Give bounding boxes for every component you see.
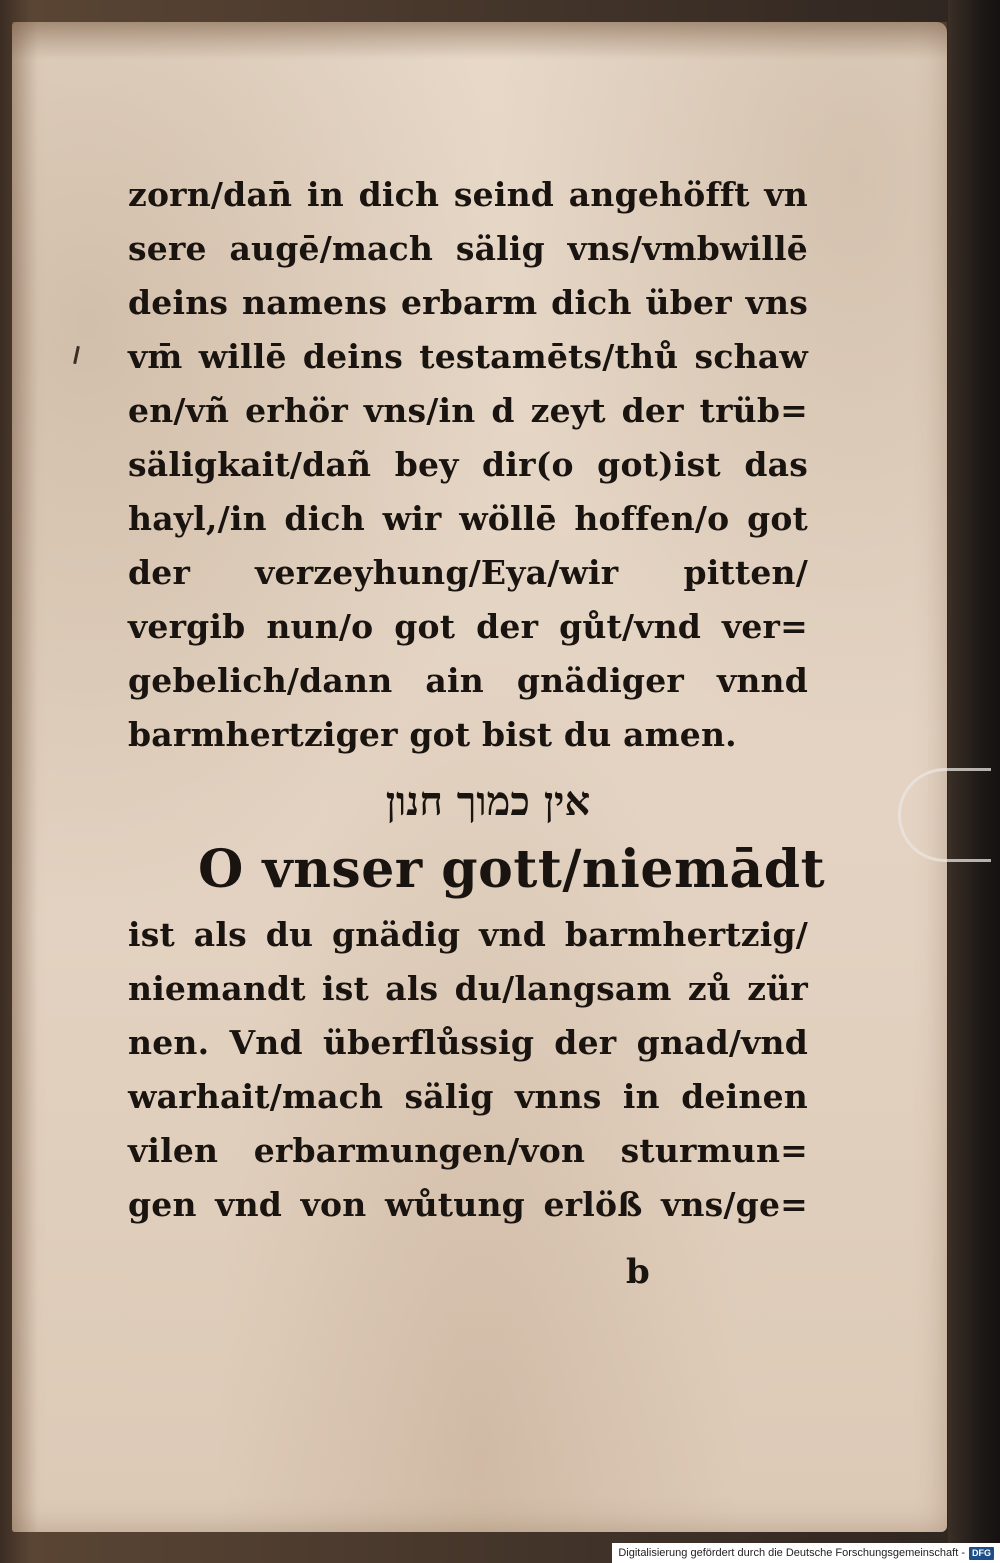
text-line: säligkait/dañ bey dir(o got)ist das [128, 445, 808, 484]
text-line: vm̄ willē deins testamēts/thů schaw [128, 337, 808, 376]
dfg-logo-icon: DFG [969, 1547, 994, 1560]
text-line: gebelich/dann ain gnädiger vnnd [128, 661, 808, 700]
text-line: vergib nun/o got der gůt/vnd ver= [128, 607, 808, 646]
main-text-block [128, 168, 826, 1232]
text-line: ist als du gnädig vnd barmhertzig/ [128, 915, 808, 954]
text-line: deins namens erbarm dich über vns [128, 283, 808, 322]
page-top-shadow [12, 22, 947, 60]
text-line: warhait/mach sälig vnns in deinen [128, 1077, 808, 1116]
page-gutter-shadow [12, 22, 38, 1532]
text-line: hayl,/in dich wir wöllē hoffen/o got [128, 499, 808, 538]
signature-mark: b [626, 1252, 650, 1292]
text-line: en/vñ erhör vns/in d zeyt der trüb= [128, 391, 808, 430]
text-line: nen. Vnd überflůssig der gnad/vnd [128, 1023, 808, 1062]
text-line: der verzeyhung/Eya/wir pitten/ [128, 553, 808, 592]
text-line: vilen erbarmungen/von sturmun= [128, 1131, 808, 1170]
text-line: zorn/dan̄ in dich seind angehöfft vn [128, 175, 808, 214]
text-line: barmhertziger got bist du amen. [128, 715, 737, 754]
text-line: sere augē/mach sälig vns/vmbwillē [128, 229, 808, 268]
text-line: gen vnd von wůtung erlöß vns/ge= [128, 1185, 808, 1224]
footer-text: Digitalisierung gefördert durch die Deutsche Forschungsgemeinschaft - [618, 1547, 965, 1559]
hebrew-heading: אין כמוך חנון [385, 778, 591, 825]
section-heading: O vnser gott/niemādt [198, 839, 826, 900]
page-clip [898, 768, 991, 862]
digitization-footer [612, 1543, 1000, 1563]
text-line: niemandt ist als du/langsam zů zür [128, 969, 808, 1008]
